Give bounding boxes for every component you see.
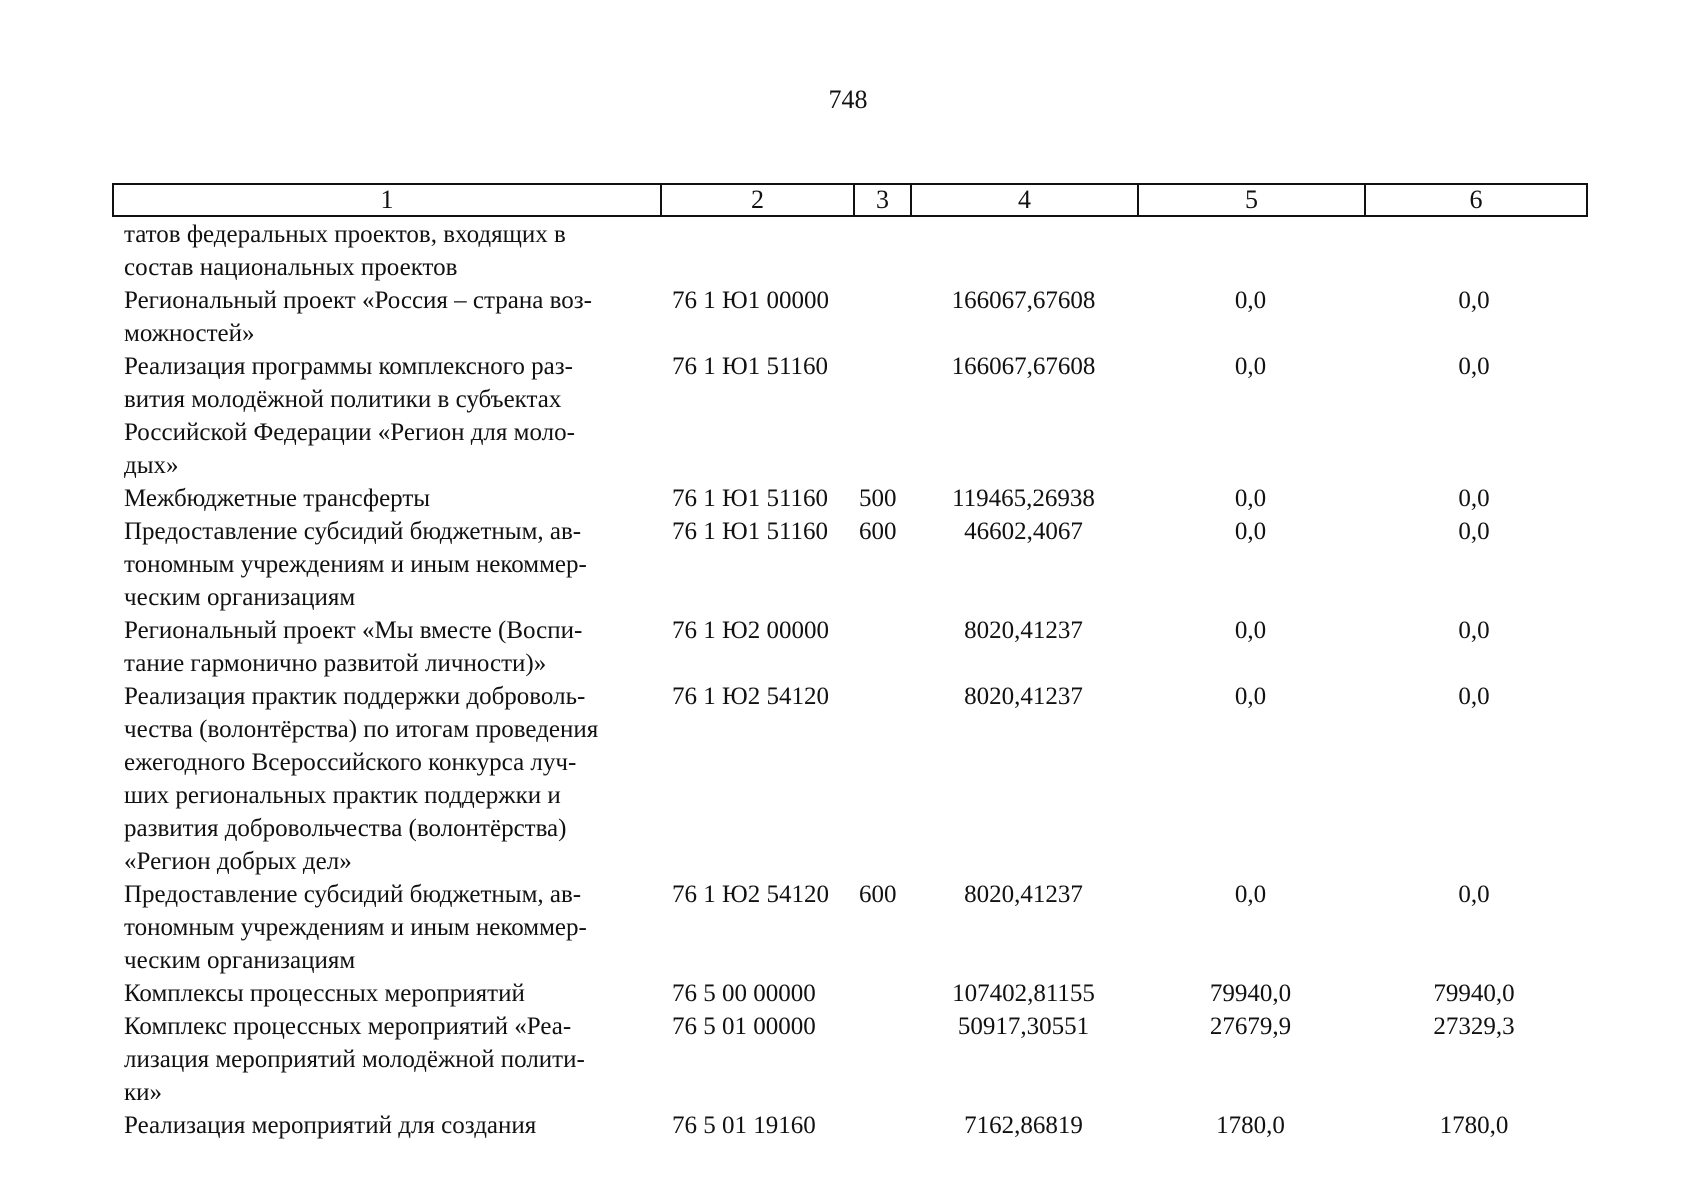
- row-value-col4: 8020,41237: [964, 881, 1083, 908]
- description-line: вития молодёжной политики в субъектах: [124, 386, 562, 413]
- description-line: развития добровольчества (волонтёрства): [124, 815, 567, 842]
- description-line: Реализация практик поддержки доброволь-: [124, 683, 586, 710]
- row-description: [112, 1010, 660, 1109]
- row-expense-type: [853, 350, 910, 482]
- row-expense-type: [853, 680, 910, 878]
- row-description: [112, 614, 660, 680]
- row-value-col5: 79940,0: [1209, 980, 1292, 1007]
- description-line: состав национальных проектов: [124, 254, 458, 281]
- row-value-col6: 0,0: [1458, 683, 1490, 710]
- row-value-col5: 0,0: [1234, 287, 1267, 314]
- description-line: Российской Федерации «Регион для моло-: [124, 419, 575, 446]
- row-value-col4: 166067,67608: [951, 353, 1096, 380]
- table-row: [112, 284, 1588, 350]
- description-line: ки»: [124, 1079, 163, 1106]
- header-col-6: 6: [1469, 185, 1483, 214]
- description-line: ческим организациям: [124, 947, 356, 974]
- row-code: 76 5 00 00000: [672, 980, 816, 1007]
- description-line: Комплекс процессных мероприятий «Реа-: [124, 1013, 572, 1040]
- row-value-col4: [910, 218, 1137, 284]
- header-col-4: 4: [912, 185, 1139, 215]
- table-body: [112, 218, 1588, 1142]
- page-number: 748: [828, 85, 868, 114]
- row-value-col6: 0,0: [1458, 881, 1490, 908]
- row-value-col5: 0,0: [1234, 485, 1267, 512]
- row-code: [660, 218, 853, 284]
- row-description: [112, 515, 660, 614]
- description-line: лизация мероприятий молодёжной полити-: [124, 1046, 585, 1073]
- row-value-col4: 107402,81155: [952, 980, 1095, 1007]
- description-line: Предоставление субсидий бюджетным, ав-: [124, 881, 582, 908]
- row-value-col5: 0,0: [1234, 518, 1267, 545]
- row-description: [112, 878, 660, 977]
- table-row: [112, 680, 1588, 878]
- table-row: [112, 482, 1588, 515]
- row-expense-type: [853, 1010, 910, 1109]
- description-line: татов федеральных проектов, входящих в: [124, 221, 566, 248]
- row-description: [112, 218, 660, 284]
- description-line: ежегодного Всероссийского конкурса луч-: [124, 749, 577, 776]
- row-value-col6: 27329,3: [1433, 1013, 1515, 1040]
- row-expense-type: 600: [859, 518, 897, 545]
- row-value-col5: 0,0: [1234, 353, 1267, 380]
- table-row: [112, 218, 1588, 284]
- row-value-col6: 0,0: [1458, 353, 1490, 380]
- table-row: [112, 878, 1588, 977]
- row-value-col5: 0,0: [1234, 683, 1267, 710]
- row-description: [112, 1109, 660, 1142]
- table-header: [112, 183, 1588, 217]
- table-row: [112, 977, 1588, 1010]
- row-value-col6: 79940,0: [1433, 980, 1515, 1007]
- row-value-col6: 0,0: [1458, 485, 1490, 512]
- row-expense-type: [853, 614, 910, 680]
- row-expense-type: [853, 218, 910, 284]
- header-col-3: 3: [855, 185, 912, 215]
- description-line: «Регион добрых дел»: [124, 848, 352, 875]
- description-line: чества (волонтёрства) по итогам проведения: [124, 716, 599, 743]
- row-code: 76 1 Ю1 51160: [672, 485, 829, 512]
- row-code: 76 1 Ю2 54120: [672, 683, 829, 710]
- row-value-col4: 46602,4067: [964, 518, 1083, 545]
- row-description: [112, 482, 660, 515]
- table-row: [112, 614, 1588, 680]
- description-line: Межбюджетные трансферты: [124, 485, 431, 512]
- row-value-col6: 0,0: [1458, 518, 1490, 545]
- row-value-col6: 0,0: [1458, 287, 1490, 314]
- row-value-col5: 0,0: [1234, 881, 1267, 908]
- description-line: Предоставление субсидий бюджетным, ав-: [124, 518, 582, 545]
- row-expense-type: [853, 284, 910, 350]
- row-value-col6: 0,0: [1458, 617, 1490, 644]
- row-value-col4: 119465,26938: [952, 485, 1095, 512]
- row-expense-type: 500: [859, 485, 897, 512]
- header-col-1: 1: [114, 185, 662, 215]
- row-value-col4: 8020,41237: [964, 617, 1083, 644]
- description-line: Реализация мероприятий для создания: [124, 1112, 537, 1139]
- description-line: Реализация программы комплексного раз-: [124, 353, 573, 380]
- row-value-col5: 0,0: [1234, 617, 1267, 644]
- table-row: [112, 350, 1588, 482]
- description-line: ших региональных практик поддержки и: [124, 782, 561, 809]
- row-expense-type: [853, 1109, 910, 1142]
- row-value-col4: 8020,41237: [964, 683, 1083, 710]
- row-code: 76 5 01 19160: [672, 1112, 816, 1139]
- row-code: 76 1 Ю1 51160: [672, 353, 829, 380]
- row-value-col4: 7162,86819: [964, 1112, 1083, 1139]
- row-value-col6: 1780,0: [1439, 1112, 1509, 1139]
- table-row: [112, 1109, 1588, 1142]
- header-col-2: 2: [662, 185, 855, 215]
- description-line: Комплексы процессных мероприятий: [124, 980, 525, 1007]
- description-line: можностей»: [124, 320, 255, 347]
- row-code: 76 1 Ю1 00000: [672, 287, 829, 314]
- row-code: 76 1 Ю2 54120: [672, 881, 829, 908]
- description-line: Региональный проект «Россия – страна воз-: [124, 287, 592, 314]
- description-line: ческим организациям: [124, 584, 356, 611]
- description-line: тание гармонично развитой личности)»: [124, 650, 547, 677]
- row-description: [112, 350, 660, 482]
- row-value-col4: 50917,30551: [957, 1013, 1090, 1040]
- description-line: тономным учреждениям и иным некоммер-: [124, 551, 587, 578]
- row-code: 76 1 Ю1 51160: [672, 518, 829, 545]
- row-code: 76 5 01 00000: [672, 1013, 816, 1040]
- table-row: [112, 515, 1588, 614]
- row-value-col6: [1364, 218, 1584, 284]
- table-row: [112, 1010, 1588, 1109]
- header-col-5: 5: [1139, 185, 1366, 215]
- row-value-col5: 1780,0: [1216, 1112, 1285, 1139]
- row-value-col4: 166067,67608: [951, 287, 1096, 314]
- row-code: 76 1 Ю2 00000: [672, 617, 829, 644]
- description-line: тономным учреждениям и иным некоммер-: [124, 914, 587, 941]
- row-value-col5: [1137, 218, 1364, 284]
- row-description: [112, 977, 660, 1010]
- row-expense-type: 600: [859, 881, 897, 908]
- row-description: [112, 284, 660, 350]
- row-value-col5: 27679,9: [1209, 1013, 1292, 1040]
- description-line: дых»: [124, 452, 179, 479]
- row-expense-type: [853, 977, 910, 1010]
- row-description: [112, 680, 660, 878]
- description-line: Региональный проект «Мы вместе (Воспи-: [124, 617, 583, 644]
